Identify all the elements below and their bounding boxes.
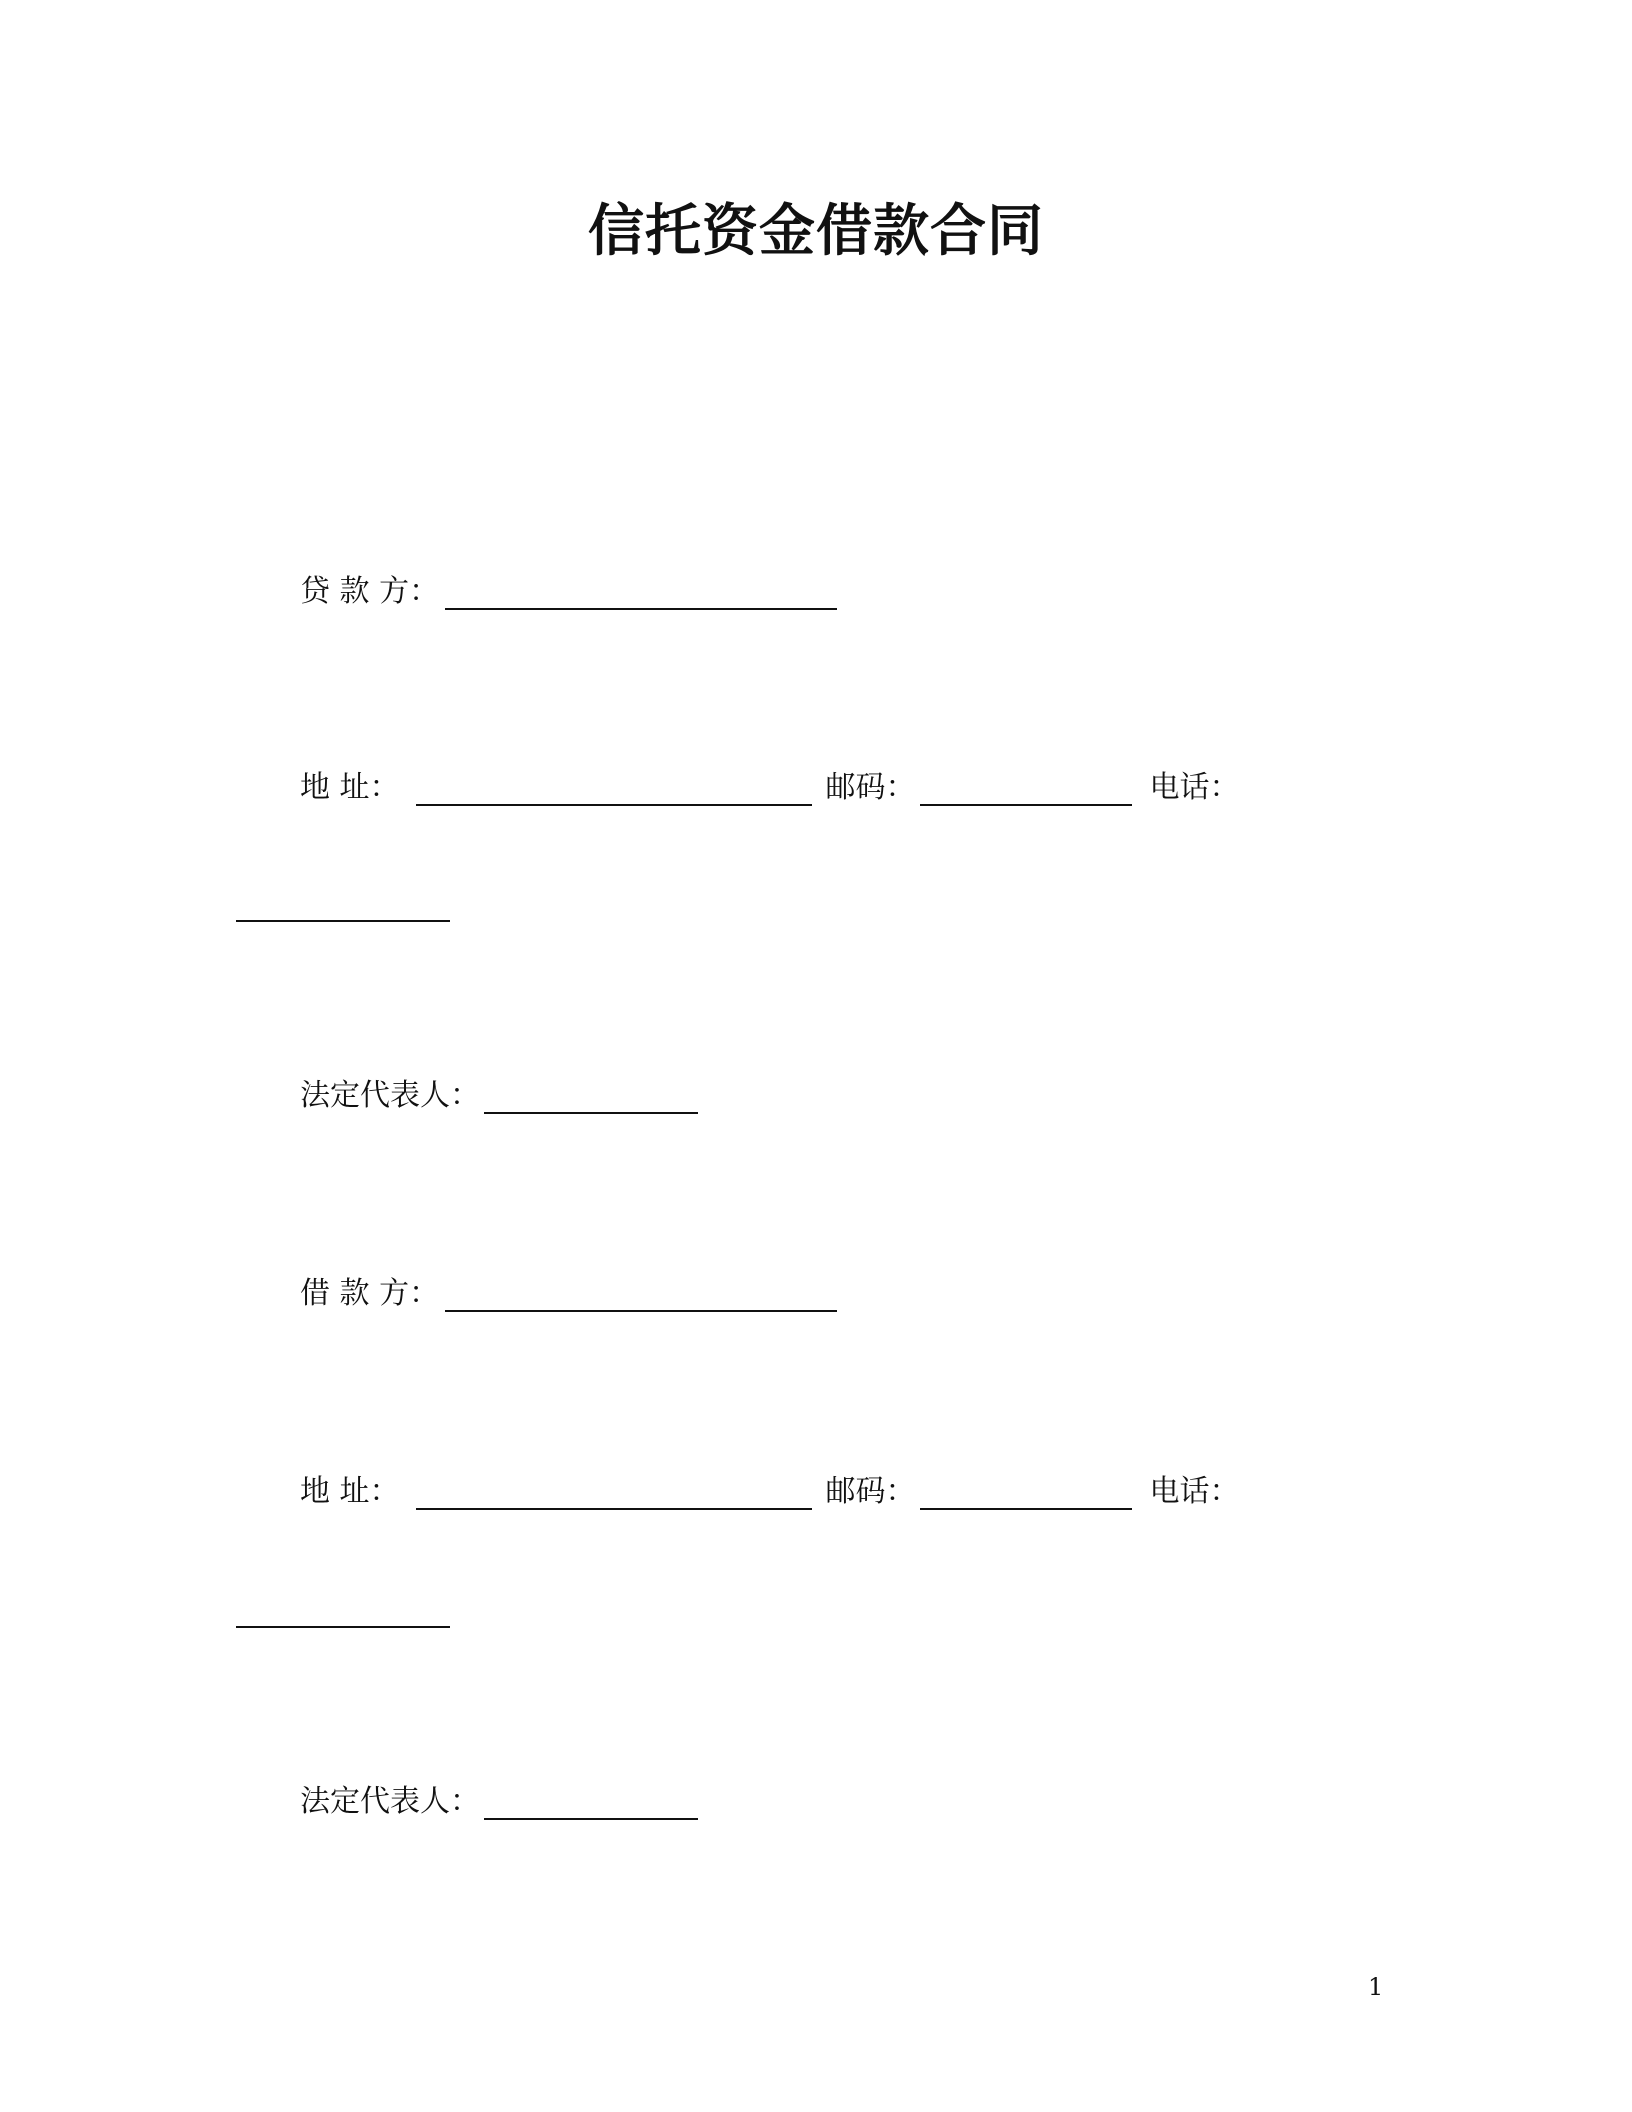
lender-address-line [300, 768, 1240, 808]
lender-phone-continuation-line [236, 890, 450, 924]
page-number: 1 [1368, 1973, 1384, 2001]
borrower-postcode-blank[interactable] [920, 1478, 1132, 1510]
borrower-phone-blank[interactable] [236, 1596, 450, 1628]
lender-postcode-label: 邮码： [825, 770, 916, 805]
borrower-legal-rep-line [300, 1782, 698, 1822]
lender-postcode-blank[interactable] [920, 774, 1132, 806]
lender-party-label: 贷 款 方： [300, 574, 440, 609]
lender-legal-rep-line [300, 1076, 698, 1116]
borrower-phone-continuation-line [236, 1596, 450, 1630]
borrower-party-label: 借 款 方： [300, 1276, 440, 1311]
lender-legal-rep-label: 法定代表人： [300, 1078, 480, 1113]
borrower-party-line [300, 1274, 837, 1314]
lender-phone-label: 电话： [1149, 770, 1240, 805]
borrower-address-label: 地 址： [300, 1474, 400, 1509]
borrower-address-blank[interactable] [416, 1478, 812, 1510]
borrower-legal-rep-label: 法定代表人： [300, 1784, 480, 1819]
lender-party-blank[interactable] [445, 578, 837, 610]
borrower-postcode-label: 邮码： [825, 1474, 916, 1509]
borrower-party-blank[interactable] [445, 1280, 837, 1312]
lender-phone-blank[interactable] [236, 890, 450, 922]
lender-legal-rep-blank[interactable] [484, 1082, 698, 1114]
borrower-legal-rep-blank[interactable] [484, 1788, 698, 1820]
document-title: 信托资金借款合同 [588, 199, 1044, 264]
lender-address-blank[interactable] [416, 774, 812, 806]
borrower-phone-label: 电话： [1149, 1474, 1240, 1509]
lender-address-label: 地 址： [300, 770, 400, 805]
borrower-address-line [300, 1472, 1240, 1512]
lender-party-line [300, 572, 837, 612]
